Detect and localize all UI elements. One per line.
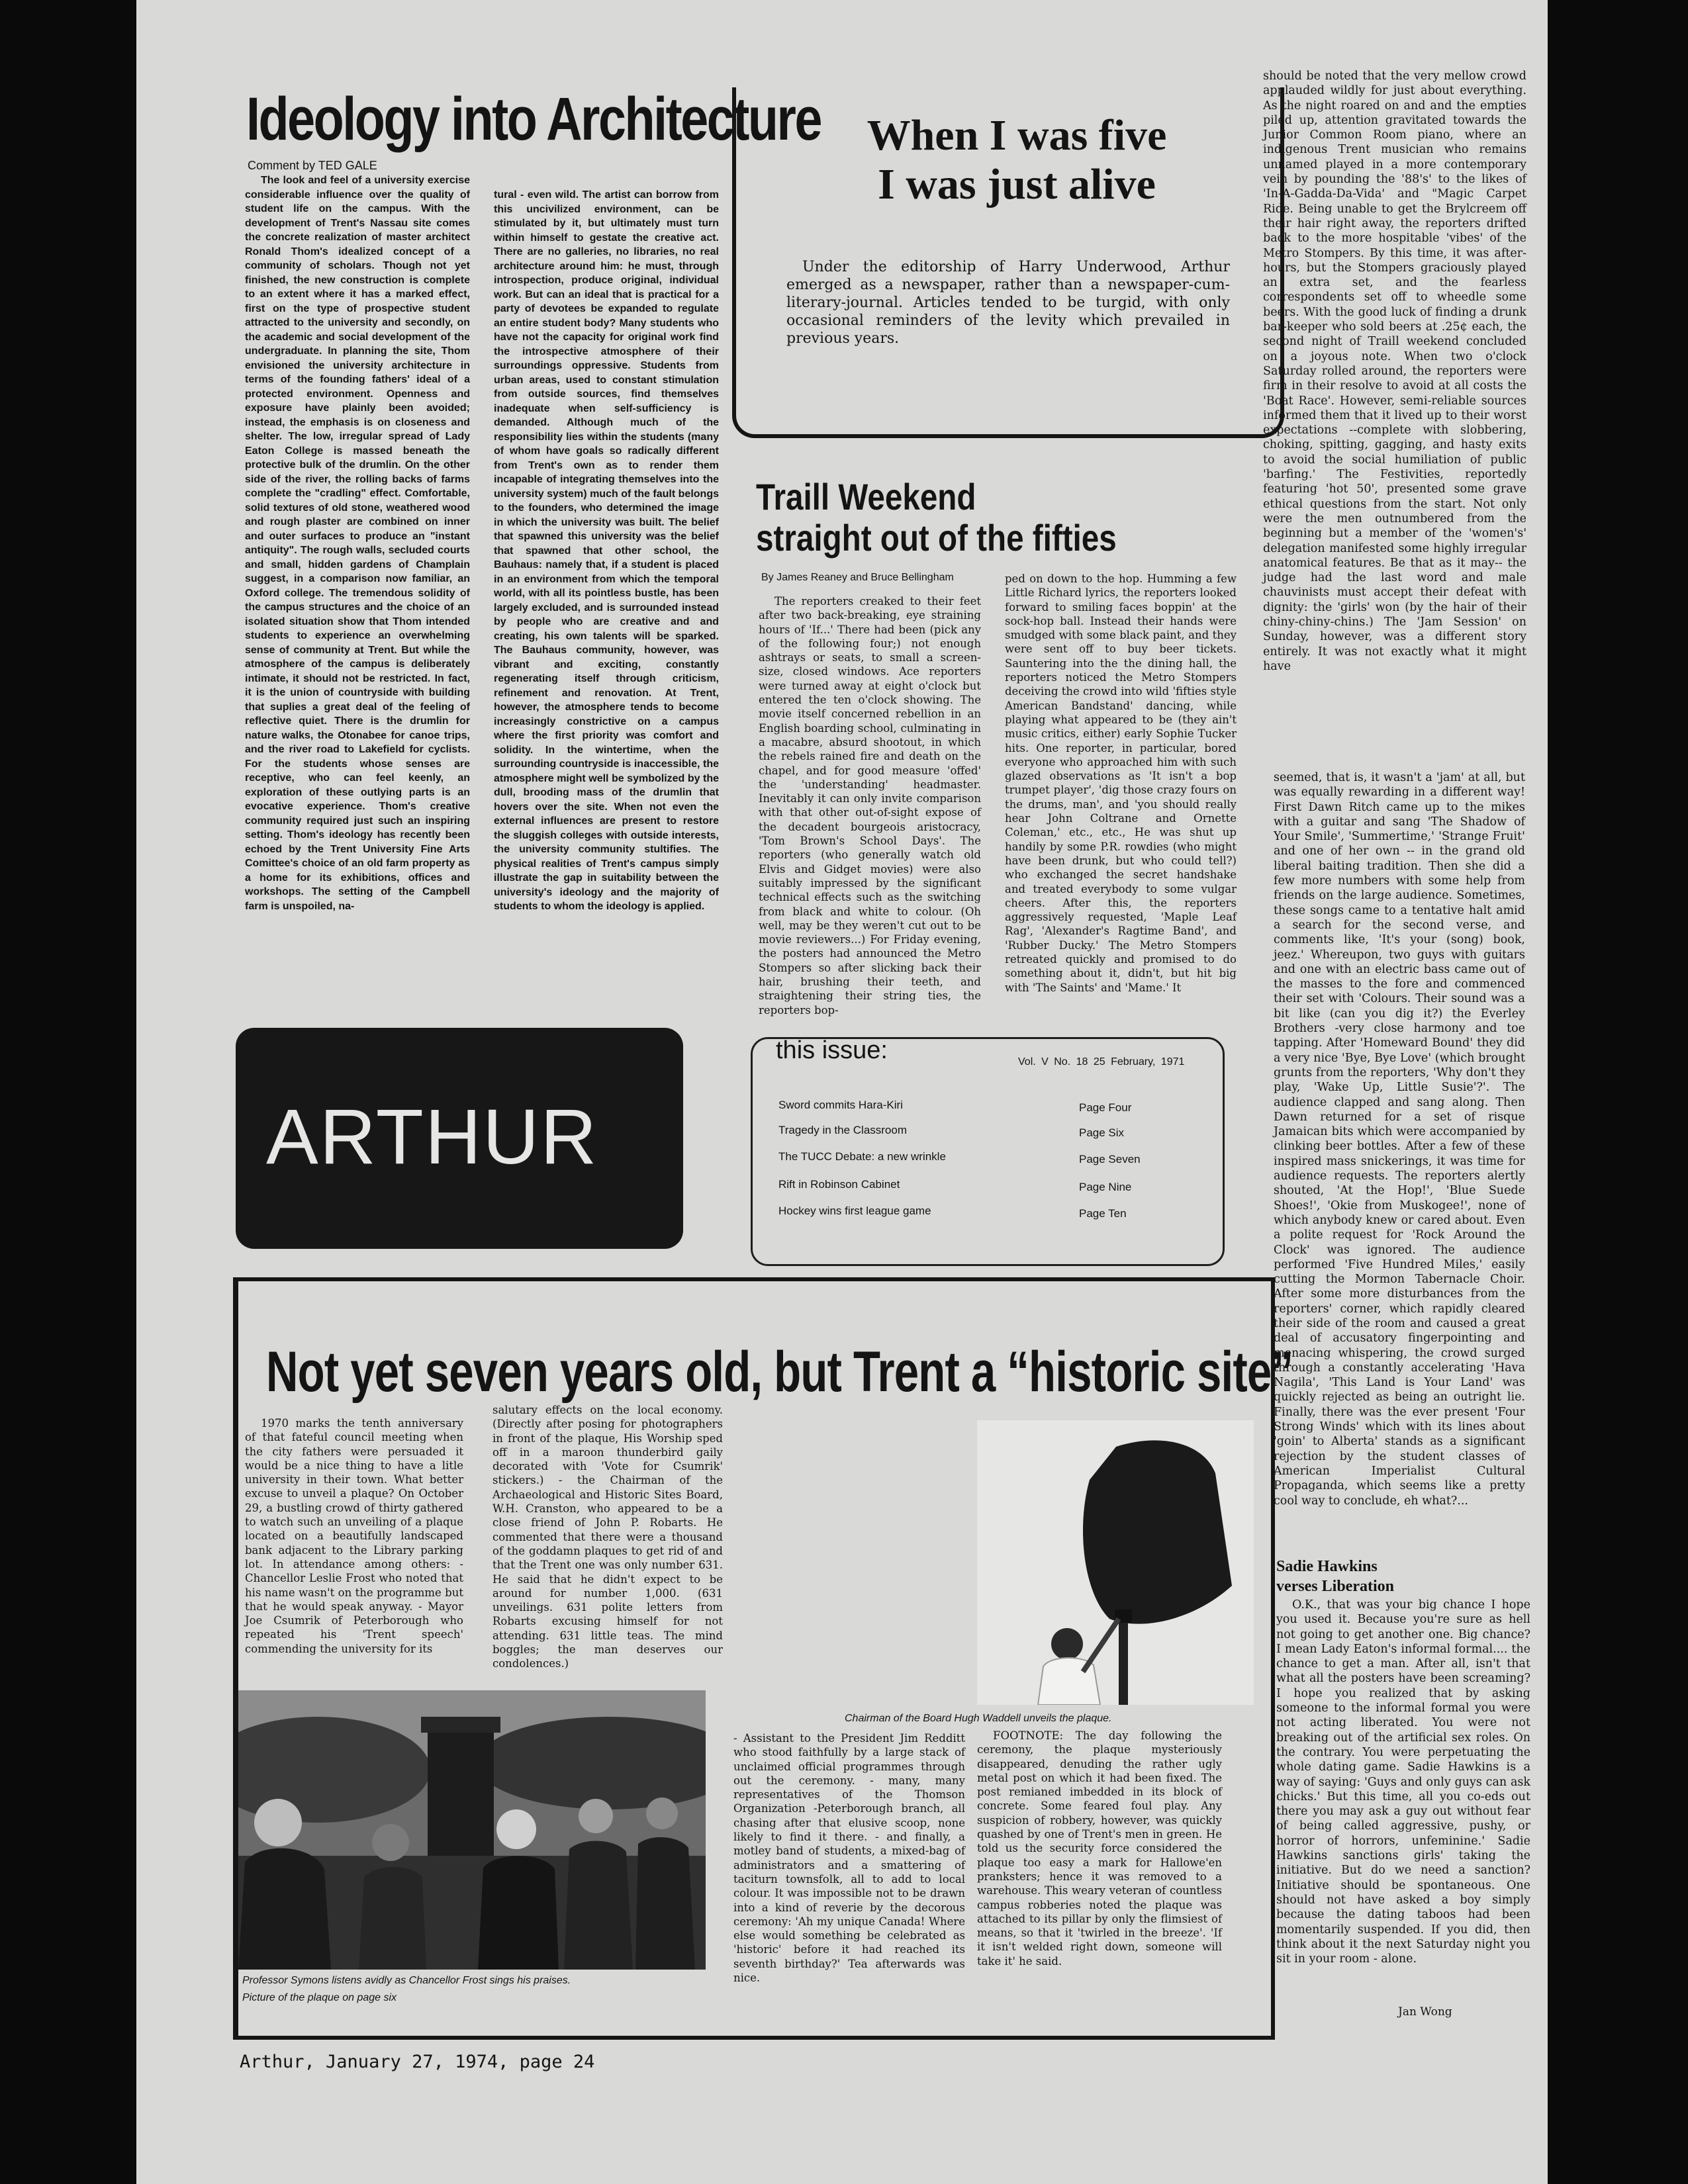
- plaque-unveiling-illustration: [977, 1420, 1254, 1705]
- plaque-picture-note: Picture of the plaque on page six: [242, 1992, 397, 2003]
- toc-item-page: Page Four: [1079, 1101, 1132, 1114]
- traill-byline: By James Reaney and Bruce Bellingham: [761, 572, 954, 583]
- masthead-title: ARTHUR: [266, 1093, 598, 1181]
- ideology-column-2: tural - even wild. The artist can borrow from this uncivilized environment, can be stimulated by it, but ultimately must turn within himself to gestate the creative act. There are no galleries, no libraries, no real architecture around him: he must, through introspection, produce original, individual work. But can an ideal that is practical for a party of devotees be expanded to regulate an entire student body? Many students who have not the capacity for original work find the introspective atmosphere of their surroundings oppressive. Students from urban areas, used to constant stimulation from outside sources, find themselves inadequate when self-sufficiency is demanded. Although much of the responsibility lies within the students (many of whom have goals so radically different from Trent's own as to render them incapable of integrating themselves into the university system) much of the fault belongs to the founders, who determined the image in which the university was built. The belief that spawned this university was the belief that spawned that other school, the Bauhaus: namely that, if a student is placed in an environment from which the temporal world, with all its pointless bustle, has been largely excluded, and is surrounded instead by people who are creative and and creating, his own talents will be sparked. The Bauhaus community, however, was vibrant and exciting, constantly regenerating itself through criticism, refinement and renovation. At Trent, however, the atmosphere tends to become increasingly constrictive on a campus where the first priority was comfort and solidity. In the wintertime, when the surrounding countryside is inaccessible, the atmosphere might well be symbolized by the dull, brooding mass of the drumlin that hovers over the site. When not even the external influences are present to restore the sluggish colleges with outside interests, the university community stultifies. The physical realities of Trent's campus simply illustrate the gap in suitability between the university's ideology and the majority of students to whom the ideology is applied.: [494, 189, 719, 912]
- newspaper-page: [136, 0, 1548, 2184]
- page-footer: Arthur, January 27, 1974, page 24: [240, 2052, 595, 2072]
- historic-column-1: 1970 marks the tenth anniversary of that fateful council meeting when the city fathers were persuaded it would be a nice thing to have a litle university in their town. What better excuse to unveil a plaque? On October 29, a bustling crowd of thirty gathered to watch such an unveiling of a plaque located on a beautifully landscaped bank adjacent to the Library parking lot. In attendance among others: - Chancellor Leslie Frost who noted that his name wasn't on the programme but that he would speak anyway. - Mayor Joe Csumrik of Peterborough who repeated his 'Trent speech' commending the university for its: [245, 1417, 463, 1655]
- this-issue-heading: this issue:: [776, 1036, 888, 1064]
- traill-headline: [756, 477, 1117, 559]
- issue-volume-date: Vol. V No. 18 25 February, 1971: [1018, 1056, 1185, 1068]
- symons-photo-caption: Professor Symons listens avidly as Chancellor Frost sings his praises.: [242, 1975, 571, 1986]
- sadie-headline-line-2: verses Liberation: [1276, 1578, 1394, 1595]
- toc-item-page: Page Ten: [1079, 1207, 1127, 1220]
- toc-item-title: Hockey wins first league game: [778, 1205, 931, 1217]
- traill-headline-line-1: Traill Weekend: [756, 476, 976, 518]
- sadie-headline: [1276, 1557, 1394, 1596]
- traill-column-2: ped on down to the hop. Humming a few Little Richard lyrics, the reporters looked forward to smiling faces boppin' at the sock-hop ball. Instead their hands were smudged with some black paint, and they were sent off to buy beer tickets. Sauntering into the the dining hall, the reporters noticed the Metro Stompers deceiving the crowd into wild 'fifties style American Bandstand' dancing, while playing what appeared to be (they ain't music critics, either) early Sophie Tucker hits. One reporter, in particular, bored everyone who approached him with such glazed observations as 'It isn't a bop trumpet player', 'dig those crazy fours on the drums, man', and 'you should really hear John Coltrane and Ornette Coleman,' etc., etc., He was shut up handily by some P.R. rowdies (who might have been drunk, but who could tell?) who exchanged the secret handshake and treated everybody to some vulgar cheers. After this, the reporters aggressively requested, 'Maple Leaf Rag', 'Alexander's Ragtime Band', and 'Rubber Ducky.' The Metro Stompers retreated quickly and promised to do something about it, didn't, but hit big with 'The Saints' and 'Mame.' It: [1005, 572, 1237, 994]
- toc-item-title: Tragedy in the Classroom: [778, 1124, 908, 1136]
- toc-item-page: Page Seven: [1079, 1153, 1141, 1165]
- toc-item-title: Rift in Robinson Cabinet: [778, 1178, 900, 1191]
- five-headline-line-2: I was just alive: [878, 160, 1156, 208]
- ideology-byline: Comment by TED GALE: [248, 159, 377, 172]
- ideology-headline: Ideology into Architecture: [246, 85, 821, 153]
- traill-continued-column-2: seemed, that is, it wasn't a 'jam' at all, but was equally rewarding in a different way! First Dawn Ritch came up to the mikes with a guitar and sang 'The Shadow of Your Smile', 'Summertime,' 'Strange Fruit' and one of her own -- in the grand old liberal baiting tradition. Then she did a few more numbers with some help from friends on the large audience. Sometimes, these songs came to a tentative halt amid a search for the second verse, and comments like, 'It's your (song) book, jeez.' Whereupon, two guys with guitars and one with an electric bass came out of the masses to the fore and commenced their set with 'Colours. Their sound was a bit like (can you dig it?) the Everley Brothers -very close harmony and toe tapping. After 'Homeward Bound' they did a very nice 'Bye, Bye Love' (which brought grunts from the reporters, 'Why don't they play, 'Wake Up, Little Susie'?'. The audience clapped and sang along. Then Dawn returned for a set of risque Jamaican bits which were accompanied by clinking beer bottles. After a few of these inspired mass snickerings, it was time for audience requests. The reporters alertly shouted, 'At the Hop!', 'Blue Suede Shoes!', 'Okie from Muskogee!', none of which anybody knew or cared about. Even a polite request for 'Rock Around the Clock' was ignored. The audience performed 'Five Hundred Miles,' easily cutting the Mormon Tabernacle Choir. After some more disturbances from the reporters' corner, which rapidly cleared their side of the room and caused a great deal of accusatory fingerpointing and menacing whispering, the crowd surged through a constantly accelerating 'Hava Nagila', 'This Land is Your Land' was quickly rejected as being an outright lie. Finally, there was the ever present 'Four Strong Winds' which with its lines about 'goin' to Alberta' stands as a significant rejection by the student classes of American Imperialist Cultural Propaganda, which seems like a pretty cool way to conclude, eh what?...: [1274, 771, 1525, 1508]
- toc-item-page: Page Six: [1079, 1126, 1125, 1139]
- historic-headline: Not yet seven years old, but Trent a “historic site”: [266, 1340, 1293, 1404]
- plaque-unveiling-photo: [977, 1420, 1254, 1705]
- ceremony-crowd-photo: [238, 1690, 706, 1970]
- historic-column-2: salutary effects on the local economy. (Directly after posing for photographers in front of the plaque, His Worship sped off in a maroon thunderbird gaily decorated with 'Vote for Csumrik' stickers.) - the Chairman of the Archaeological and Historic Sites Board, W.H. Cranston, who appeared to be a close friend of John P. Robarts. He commented that there were a thousand of the goddamn plaques to get rid of and that the Trent one was only number 631. He said that he didn't expect to be around for number 1,000. (631 unveilings. 631 polite letters from Robarts excusing himself for not attending. 631 little teas. The mind boggles; the man deserves our condolences.): [492, 1404, 723, 1670]
- historic-column-4: FOOTNOTE: The day following the ceremony, the plaque mysteriously disappeared, denuding the rather ugly metal post on which it had been fixed. The post remianed imbedded in its block of concrete. Some feared foul play. Any suspicion of robbery, however, was quickly quashed by one of Trent's men in green. He told us the security force considered the plaque too easy a mark for Hallowe'en pranksters; hence it was removed to a warehouse. This weary veteran of countless campus robberies noted the plaque was attached to its pillar by only the flimsiest of means, so that it 'twirled in the breeze'. 'If it isn't welded right down, someone will take it' he said.: [977, 1729, 1222, 1968]
- toc-item-title: Sword commits Hara-Kiri: [778, 1099, 903, 1111]
- toc-item-page: Page Nine: [1079, 1181, 1132, 1193]
- five-text: Under the editorship of Harry Underwood, Arthur emerged as a newspaper, rather than a newspaper-cum-literary-journal. Articles tended to be turgid, with only occasional reminders of the levity which prevailed in previous years.: [786, 259, 1230, 347]
- ceremony-crowd-illustration: [238, 1690, 706, 1970]
- waddell-photo-caption: Chairman of the Board Hugh Waddell unveils the plaque.: [845, 1713, 1112, 1724]
- sadie-headline-line-1: Sadie Hawkins: [1276, 1558, 1378, 1575]
- toc-item-title: The TUCC Debate: a new wrinkle: [778, 1150, 946, 1163]
- historic-column-3: - Assistant to the President Jim Redditt who stood faithfully by a large stack of unclaimed official programmes through out the ceremony. - many, many representatives of the Thomson Organization -Peterborough branch, all chasing after that elusive scoop, none likely to find it there. - and finally, a motley band of students, a mixed-bag of administrators and a smattering of taciturn townsfolk, all to add to local colour. It was impossible not to be drawn into a kind of reverie by the decorous ceremony: 'Ah my unique Canada! Where else would something be celebrated as 'historic' before it had reached its seventh birthday?' Tea afterwards was nice.: [733, 1732, 965, 1985]
- sadie-text: O.K., that was your big chance I hope you used it. Because you're sure as hell not going to get another one. Big chance? I mean Lady Eaton's informal formal.... the chance to get a man. After all, isn't that what all the posters have been screaming? I hope you realized that by asking someone to the informal formal you were not acting liberated. You were not breaking out of the artificial sex roles. On the contrary. You were perpetuating the whole dating game. Sadie Hawkins is a way of saying: 'Guys and only guys can ask chicks.' But this time, all you co-eds out there you may ask a guy out without fear of being called aggressive, pushy, or horror of horrors, unfeminine.' Sadie Hawkins sanctions girls' taking the initiative. But do we need a sanction? Initiative should be spontaneous. One should not have asked a boy simply because the dating taboos had been momentarily suspended. If you did, then think about it the next Saturday night you sit in your room - alone.: [1276, 1598, 1530, 1966]
- five-headline-line-1: When I was five: [867, 111, 1167, 159]
- traill-continued-column-1: should be noted that the very mellow crowd applauded wildly for just about everything. As the night roared on and and the empties piled up, attention gravitated towards the Junior Common Room piano, where an indigenous Trent musician who remains unnamed played in a more contemporary vein by pounding the '88's' to the likes of 'In-A-Gadda-Da-Vida' and "Magic Carpet Ride. Being unable to get the Brylcreem off their hair right away, the reporters drifted back to the more hospitable 'vibes' of the Metro Stompers. By this time, it was after-hours, but the Stompers graciously played an extra set, and the fearless correspondents set off to wheedle some beers. With the good luck of finding a drunk bar-keeper who sold beers at .25¢ each, the second night of Traill weekend concluded on a joyous note. When two o'clock Saturday rolled around, the reporters were firm in their resolve to avoid at all costs the 'Boat Race'. However, semi-reliable sources informed them that it lived up to their worst expectations --complete with slobbering, choking, spitting, gagging, and hasty exits to avoid the social humiliation of public 'barfing.' The Festivities, reportedly featuring 'hot 50', presented some grave ethical questions from the start. Not only were the men outnumbered from the beginning but a member of the 'women's' delegation manifested some highly irregular anatomical features. Be that as it may-- the judge had the last word and male chauvinists must accept their defeat with dignity: the 'girls' won (by the hair of their chiny-chiny-chins.) The 'Jam Session' on Sunday, however, was a different story entirely. It was not exactly what it might have: [1263, 69, 1526, 673]
- sadie-author: Jan Wong: [1398, 2005, 1452, 2019]
- five-headline: [831, 111, 1202, 209]
- ideology-column-1: The look and feel of a university exercise considerable influence over the quality of student life on the campus. With the development of Trent's Nassau site comes the concrete realization of master architect Ronald Thom's idealized concept of a community of scholars. Though not yet finished, the new construction is complete to an extent where it has a marked effect, first on the type of prospective student attracted to the university and secondly, on the academic and social development of the undergraduate. In planning the site, Thom envisioned the university architecture in terms of the founding fathers' ideal of a protected environment. Openness and exposure have plainly been avoided; instead, the emphasis is on closeness and shelter. The low, irregular spread of Lady Eaton College is massed beneath the protective bulk of the drumlin. On the other side of the river, the rolling backs of farms complete the "cradling" effect. Comfortable, solid textures of old stone, weathered wood and rough plaster are combined on inner and outer surfaces to produce an "instant antiquity". The rough walls, secluded courts and small, hidden gardens of Champlain suggest, in a comparison now familiar, an Oxford college. The tremendous solidity of the campus structures and the choice of an isolated situation show that Thom intended students to experience an overwhelming sense of community at Trent. But while the atmosphere of the campus is deliberately intimate, it should not be restricted. In fact, it is the union of countryside with building that suplies a great deal of the feeling of reflective quiet. There is the drumlin for nature walks, the Otonabee for canoe trips, and the river road to Lakefield for cyclists. For the students whose senses are receptive, who can feel keenly, an exploration of these outlying parts is an evocative experience. Thom's creative community required just such an inspiring setting. Thom's ideology has recently been echoed by the Trent University Fine Arts Comittee's choice of an old farm property as a home for its exhibitions, offices and workshops. The setting of the Campbell farm is unspoiled, na-: [245, 175, 470, 912]
- traill-headline-line-2: straight out of the fifties: [756, 517, 1117, 559]
- traill-column-1: The reporters creaked to their feet after two back-breaking, eye straining hours of 'If...' There had been (pick any of the following four;) not enough ashtrays or seats, to small a screen-size, closed windows. Ace reporters were turned away at eight o'clock but entered the ten o'clock showing. The movie itself concerned rebellion in an English boarding school, culminating in a macabre, absurd shootout, in which the rebels rained fire and death on the chapel, and for good measure 'offed' the 'understanding' headmaster. Inevitably it can only invite comparison with that other out-of-sight expose of the decadent bourgeois aristocracy, 'Tom Brown's School Days'. The reporters (who generally watch old Elvis and Gidget movies) were also suitably impressed by the significant technical effects such as the switching from black and white to colour. (Oh well, may be they weren't cut out to be movie reviewers...) For Friday evening, the posters had announced the Metro Stompers so after slicking back their hair, brushing their teeth, and straightening their string ties, the reporters bop-: [759, 595, 981, 1017]
